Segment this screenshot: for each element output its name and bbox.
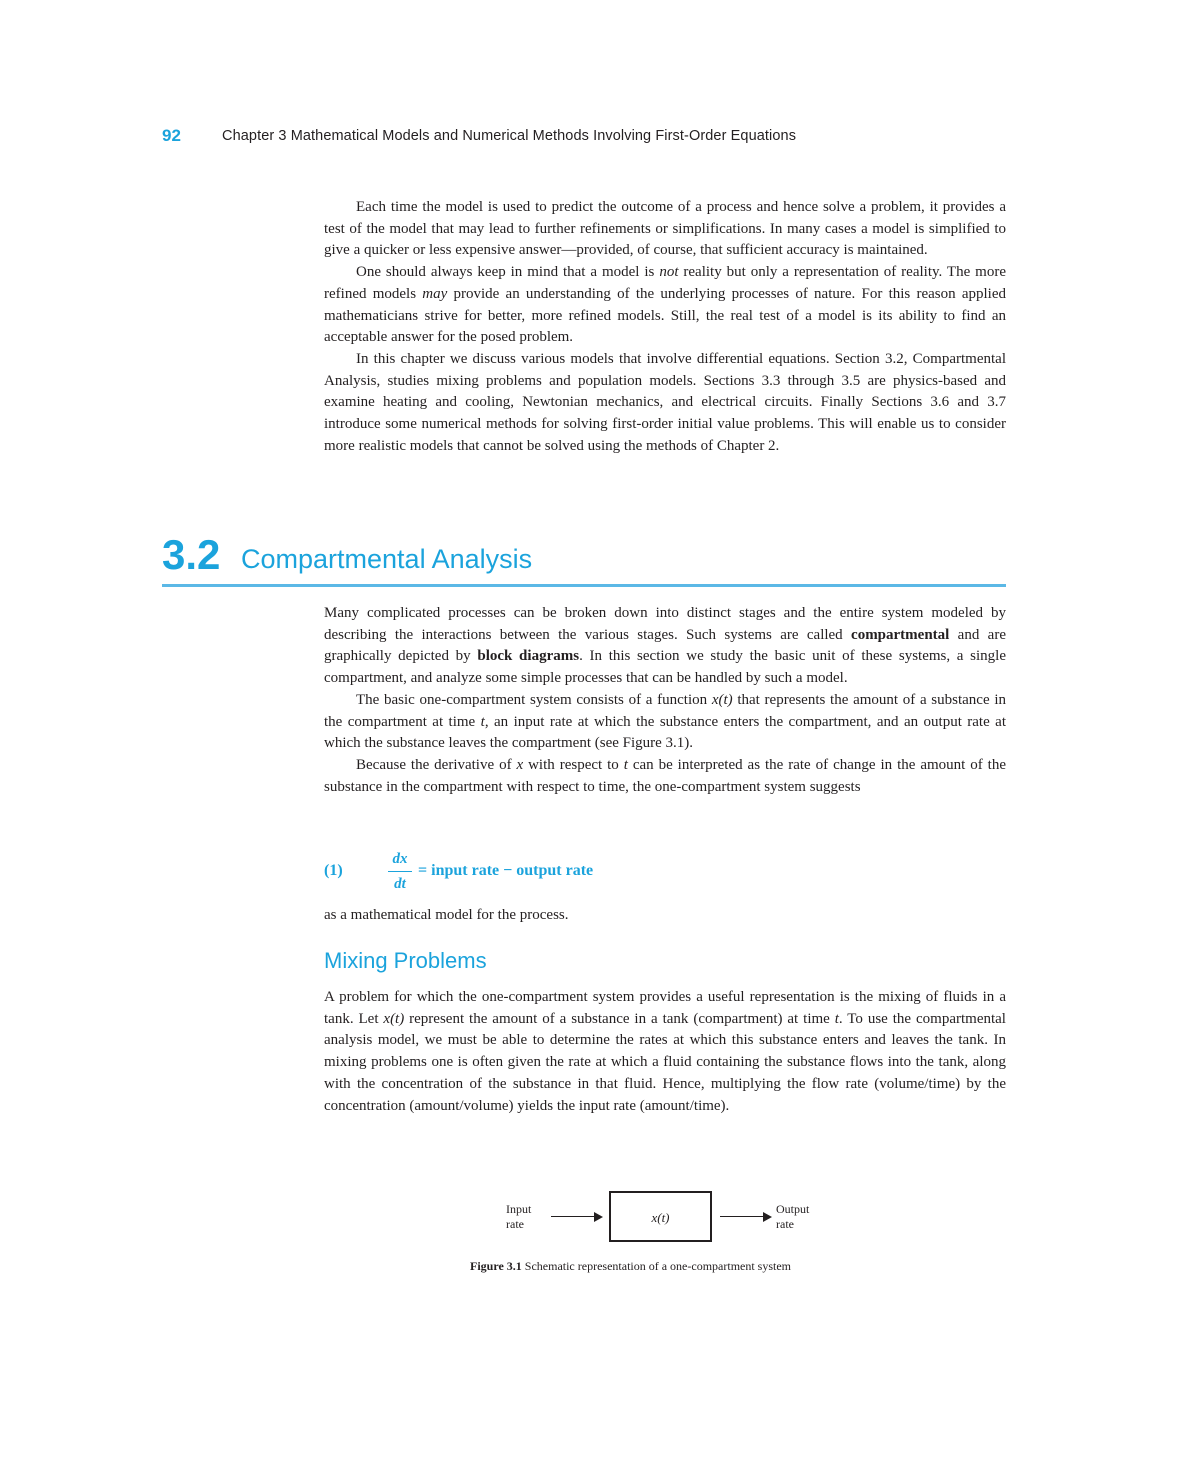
derivative-fraction: [388, 849, 412, 894]
term-compartmental: compartmental: [851, 626, 950, 643]
section-body: [324, 603, 1006, 798]
intro-paragraph-2: One should always keep in mind that a model is not reality but only a representation of reality. The more refined models may provide an understanding of the underlying processes of nature. For this reason applied mathematicians strive for better, more refined models. Still, the real test of a model is its ability to find an acceptable answer for the posed problem.: [324, 264, 1006, 346]
intro-paragraph-3: In this chapter we discuss various models that involve differential equations. Section 3.2, Compartmental Analysis, studies mixing problems and population models. Sections 3.3 through 3.5 are physics-based and examine heating and cooling, Newtonian mechanics, and electrical circuits. Finally Sections 3.6 and 3.7 introduce some numerical methods for solving first-order initial value problems. This will enable us to consider more realistic models that cannot be solved using the methods of Chapter 2.: [324, 350, 1006, 454]
term-block-diagrams: block diagrams: [477, 648, 580, 665]
math-xt: x(t): [383, 1010, 405, 1027]
after-equation-paragraph: as a mathematical model for the process.: [324, 907, 569, 923]
math-t: t: [480, 713, 485, 730]
section-paragraph-3: Because the derivative of x with respect to t can be interpreted as the rate of change in the amount of the substance in the compartment with respect to time, the one-compartment system suggests: [324, 756, 1007, 795]
section-paragraph-2: The basic one-compartment system consists of a function x(t) that represents the amount of a substance in the compartment at time t, an input rate at which the substance enters the compartment, and an output rate at which the substance leaves the compartment (see Figure 3.1).: [324, 691, 1007, 752]
math-t: t: [623, 756, 628, 773]
equation-1: [324, 847, 1006, 899]
input-rate-label: Input rate: [506, 1202, 532, 1231]
section-number: 3.2: [162, 531, 221, 578]
fraction-denominator: dt: [394, 876, 406, 892]
figure-3-1: [470, 1185, 870, 1285]
fraction-numerator: dx: [392, 851, 408, 867]
intro-paragraph-1: Each time the model is used to predict the outcome of a process and hence solve a problem, it provides a test of the model that may lead to further refinements or simplifications. In many cases a model is simplified to give a quicker or less expensive answer—provided, of course, that sufficient accuracy is maintained.: [324, 199, 1006, 259]
running-head: [162, 126, 1022, 150]
emphasis-may: may: [422, 285, 448, 302]
output-rate-label: Output rate: [776, 1202, 810, 1231]
intro-text: [324, 197, 1006, 457]
after-equation-text: [324, 905, 1006, 927]
figure-caption: Figure 3.1 Schematic representation of a one-compartment system: [470, 1259, 792, 1273]
math-xt: x(t): [711, 691, 733, 708]
chapter-title: Chapter 3 Mathematical Models and Numerical Methods Involving First-Order Equations: [222, 128, 797, 144]
output-arrow: [720, 1212, 772, 1222]
caption-label: Figure 3.1: [470, 1259, 522, 1273]
page-number: 92: [162, 126, 181, 145]
math-x: x: [516, 756, 524, 773]
equation-label: (1): [324, 862, 343, 879]
compartment-label: x(t): [651, 1210, 670, 1225]
emphasis-not: not: [659, 264, 679, 281]
section-title: Compartmental Analysis: [241, 544, 533, 574]
compartment-box: [609, 1191, 712, 1242]
section-paragraph-1: Many complicated processes can be broken down into distinct stages and the entire system modeled by describing the interactions between the various stages. Such systems are called compartmental and are graphically depicted by block diagrams. In this section we study the basic unit of these systems, a single compartment, and analyze some simple processes that can be handled by such a model.: [324, 605, 1006, 687]
mixing-body: [324, 987, 1006, 1117]
mixing-paragraph-1: A problem for which the one-compartment system provides a useful representation is the mixing of fluids in a tank. Let x(t) represent the amount of a substance in a tank (compartment) at time t. To use the compartmental analysis model, we must be able to determine the rates at which this substance enters and leaves the tank. In mixing problems one is often given the rate at which a fluid containing the substance flows into the tank, along with the concentration of the substance in that fluid. Hence, multiplying the flow rate (volume/time) by the concentration (amount/volume) yields the input rate (amount/time).: [324, 989, 1006, 1114]
fraction-bar: [388, 871, 412, 872]
math-t: t: [834, 1010, 839, 1027]
section-heading: [162, 530, 1006, 587]
equation-rhs: = input rate − output rate: [418, 862, 594, 879]
subsection-heading: Mixing Problems: [324, 948, 487, 973]
input-arrow: [551, 1212, 603, 1222]
